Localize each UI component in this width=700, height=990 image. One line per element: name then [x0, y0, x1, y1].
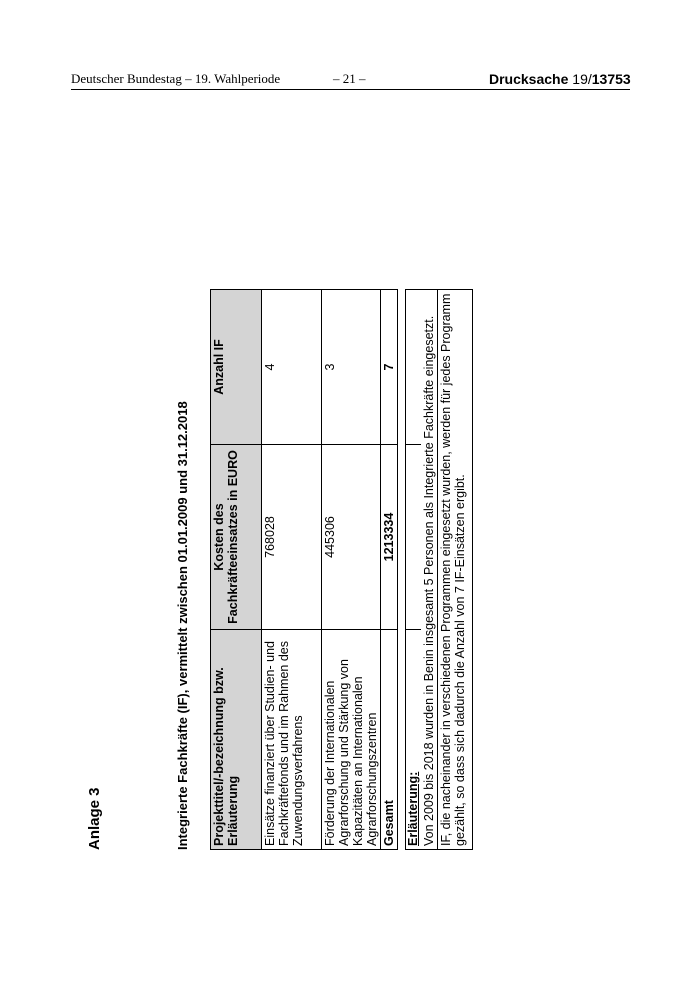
- annex-label: Anlage 3: [86, 787, 103, 850]
- running-header-left: Deutscher Bundestag – 19. Wahlperiode: [71, 71, 281, 86]
- total-label: Gesamt: [381, 630, 398, 850]
- count-cell: 3: [322, 290, 381, 445]
- column-header-project: Projekttitel/-bezeichnung bzw. Erläuterung: [211, 630, 262, 850]
- notes-line-1: Von 2009 bis 2018 wurden in Benin insgesamt 5 Personen als Integrierte Fachkräfte eingesetzt.: [421, 290, 438, 850]
- spacer-row: [398, 290, 406, 850]
- table-header-row: [211, 290, 262, 850]
- page-number: – 21 –: [333, 71, 366, 86]
- if-table: [210, 289, 473, 850]
- table-row: [262, 290, 322, 850]
- rotated-annex-content: [80, 290, 500, 850]
- document-number-value: 13753: [591, 71, 631, 87]
- document-number: [489, 71, 631, 87]
- annex-title: Integrierte Fachkräfte (IF), vermittelt zwischen 01.01.2009 und 31.12.2018: [175, 401, 190, 850]
- cost-cell: 768028: [262, 445, 322, 630]
- notes-row: [438, 290, 473, 850]
- project-cell: Einsätze finanziert über Studien- und Fachkräftefonds und im Rahmen des Zuwendungsverfahrens: [262, 630, 322, 850]
- cost-cell: 445306: [322, 445, 381, 630]
- document-number-prefix: 19/: [572, 71, 592, 87]
- header-rule: [71, 89, 630, 90]
- column-header-count: Anzahl IF: [211, 290, 262, 445]
- notes-label: Erläuterung:: [406, 630, 422, 850]
- total-cost: 1213334: [381, 445, 398, 630]
- total-row: [381, 290, 398, 850]
- notes-row: [421, 290, 438, 850]
- count-cell: 4: [262, 290, 322, 445]
- table-row: [322, 290, 381, 850]
- notes-line-2: IF, die nacheinander in verschiedenen Programmen eingesetzt wurden, werden für jedes Programm gezählt, so dass sich dadurch die Anzahl von 7 IF-Einsätzen ergibt.: [438, 290, 473, 850]
- notes-header-row: [406, 290, 422, 850]
- document-number-label: Drucksache: [489, 71, 569, 87]
- total-count: 7: [381, 290, 398, 445]
- column-header-cost: Kosten des Fachkräfteeinsatzes in EURO: [211, 445, 262, 630]
- project-cell: Förderung der Internationalen Agrarforschung und Stärkung von Kapazitäten an Internationalen Agrarforschungszentren: [322, 630, 381, 850]
